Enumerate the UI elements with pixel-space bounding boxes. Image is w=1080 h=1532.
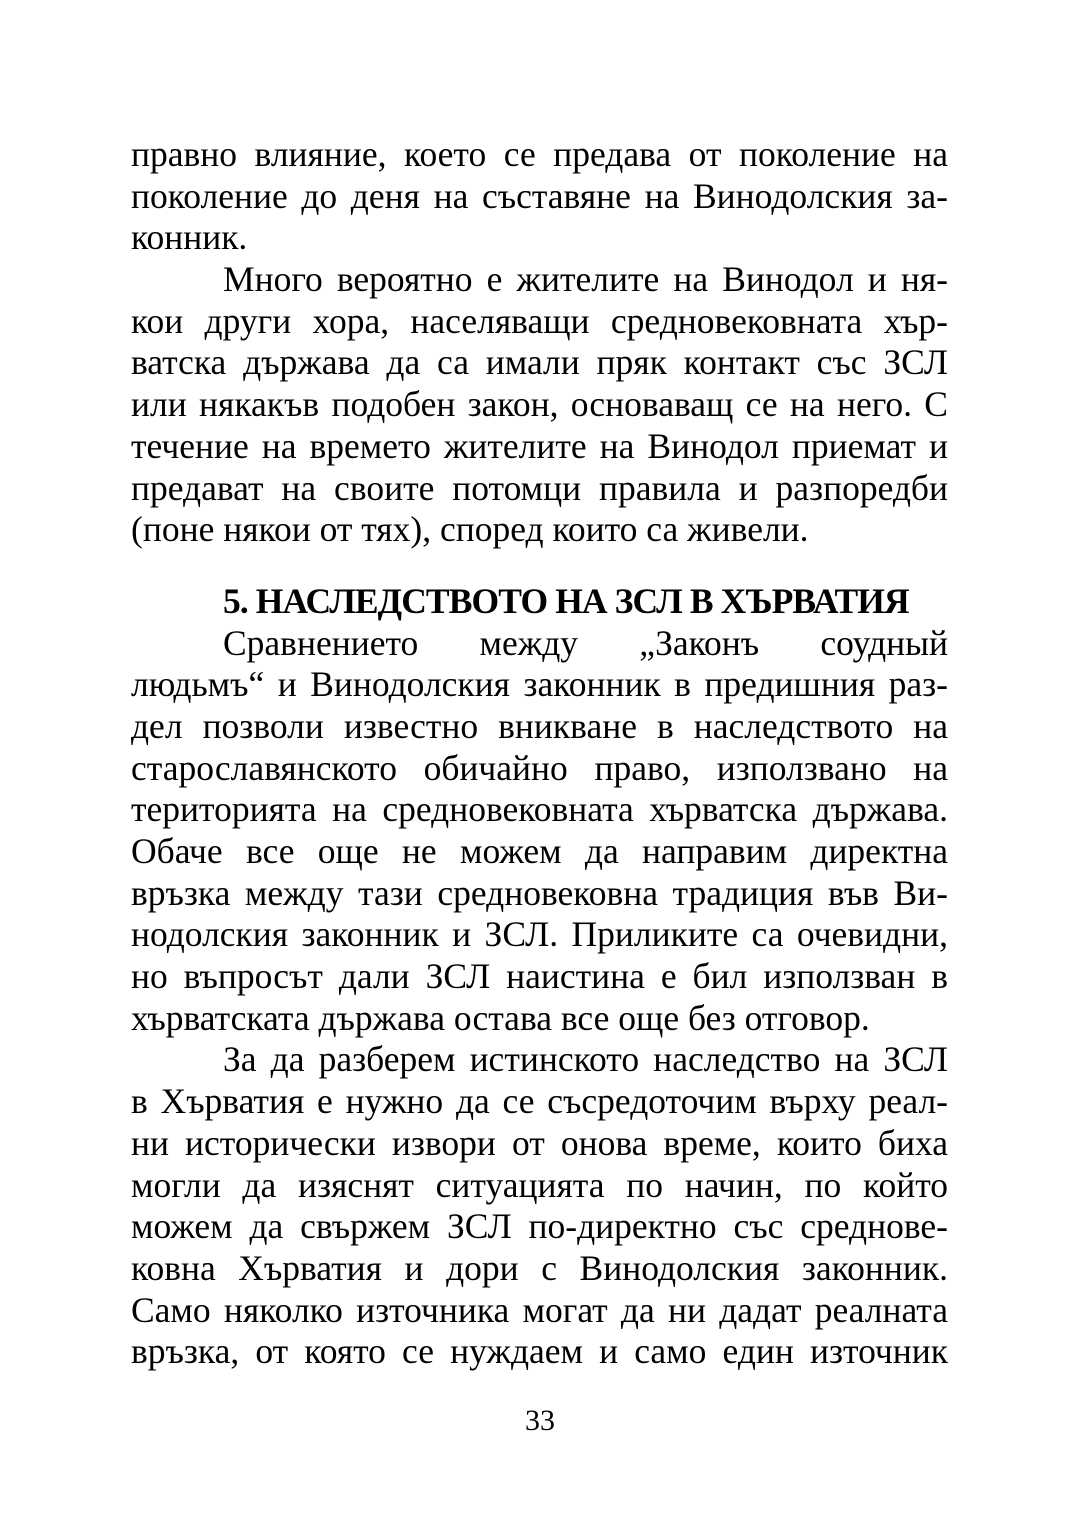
text-line: старославянското обичайно право, използвано на <box>131 747 948 788</box>
text-line: дел позволи известно вникване в наследството на <box>131 705 948 746</box>
text-line: кои други хора, населяващи средновековната хър- <box>131 300 948 341</box>
text-line: За да разберем истинското наследство на ЗСЛ <box>223 1039 948 1080</box>
page-number: 33 <box>525 1404 555 1437</box>
text-line: нодолския законник и ЗСЛ. Приликите са очевидни, <box>131 914 948 955</box>
text-line: течение на времето жителите на Винодол приемат и <box>131 425 948 466</box>
text-line: но въпросът дали ЗСЛ наистина е бил използван в <box>131 956 948 997</box>
section-spacer <box>131 551 948 581</box>
text-line: людьмъ“ и Винодолския законник в предишния раз- <box>131 664 948 705</box>
text-line: Обаче все още не можем да направим директна <box>131 831 948 871</box>
text-line: територията на средновековната хърватска държава. <box>131 789 948 830</box>
page-body <box>131 134 948 1373</box>
text-line: Много вероятно е жителите на Винодол и ня- <box>223 259 948 300</box>
text-line: поколение до деня на съставяне на Винодолския за- <box>131 175 948 216</box>
paragraph <box>131 259 948 551</box>
text-line: в Хърватия е нужно да се съсредоточим върху реал- <box>131 1081 948 1122</box>
text-line: Само няколко източника могат да ни дадат реалната <box>131 1289 948 1330</box>
text-line: връзка между тази средновековна традиция във Ви- <box>131 872 948 913</box>
text-line: правно влияние, което се предава от поколение на <box>131 134 948 174</box>
text-line: ватска държава да са имали пряк контакт със ЗСЛ <box>131 342 948 383</box>
text-line: хърватската държава остава все още без отговор. <box>131 997 870 1038</box>
text-line: могли да изяснят ситуацията по начин, по който <box>131 1164 948 1205</box>
section-heading: 5. НАСЛЕДСТВОТО НА ЗСЛ В ХЪРВАТИЯ <box>223 580 909 621</box>
paragraph <box>131 623 948 1040</box>
text-line: ни исторически извори от онова време, които биха <box>131 1122 948 1163</box>
paragraph <box>131 134 948 259</box>
text-line: можем да свържем ЗСЛ по-директно със среднове- <box>131 1206 948 1247</box>
text-line: връзка, от която се нуждаем и само един източник <box>131 1331 948 1372</box>
text-line: конник. <box>131 217 248 258</box>
paragraph <box>131 1039 948 1373</box>
text-line: ковна Хърватия и дори с Винодолския законник. <box>131 1247 948 1288</box>
text-line: Сравнението между „Законъ соудный <box>223 622 948 663</box>
text-line: или някакъв подобен закон, основаващ се на него. С <box>131 384 948 425</box>
text-line: (поне някои от тях), според които са живели. <box>131 509 809 550</box>
text-line: предават на своите потомци правила и разпоредби <box>131 467 948 508</box>
